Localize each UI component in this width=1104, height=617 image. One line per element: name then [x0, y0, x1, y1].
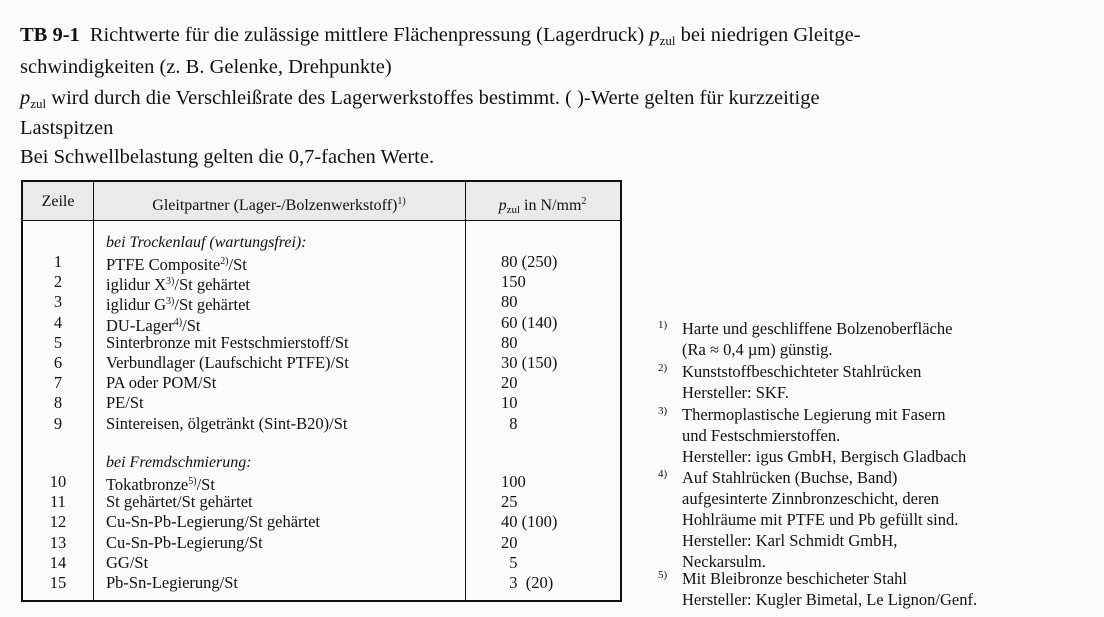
table-caption — [20, 22, 1085, 80]
table-row — [23, 492, 620, 512]
section-fremdschmierung: bei Fremdschmierung: — [106, 454, 252, 471]
row-material — [106, 393, 144, 413]
row-number: 14 — [49, 552, 67, 572]
footnote-mark: 4) — [658, 468, 668, 480]
footnote-line: und Festschmierstoffen. — [682, 426, 841, 445]
footnote — [658, 361, 1098, 403]
material-name: DU-Lager — [106, 315, 174, 335]
footnote-line: Hersteller: igus GmbH, Bergisch Gladbach — [682, 447, 967, 466]
row-number: 13 — [49, 532, 67, 552]
row-pzul-value: 150 — [501, 272, 526, 292]
material-suffix: /St — [228, 255, 247, 274]
footnote-line: Auf Stahlrücken (Buchse, Band) — [682, 468, 898, 487]
footnote-ref: 1) — [397, 196, 406, 207]
header-gleitpartner — [93, 192, 465, 216]
row-number: 4 — [53, 312, 63, 332]
table-row — [23, 393, 620, 413]
header-divider — [23, 220, 620, 221]
row-pzul-value: 20 — [501, 373, 518, 393]
footnote — [658, 318, 1098, 360]
row-material — [106, 512, 320, 532]
table-row — [23, 313, 620, 333]
footnote-line: Neckarsulm. — [682, 552, 766, 571]
material-suffix: /St — [196, 475, 215, 494]
row-pzul-value: 5 — [501, 552, 518, 572]
footnote-ref: 3) — [166, 296, 175, 308]
footnote — [658, 568, 1098, 610]
material-suffix: /St gehärtet — [174, 275, 250, 295]
footnote-line: Harte und geschliffene Bolzenoberfläche — [682, 319, 953, 338]
material-name: PTFE Composite — [106, 255, 221, 274]
row-material — [106, 492, 253, 512]
data-table — [21, 180, 622, 602]
row-number: 11 — [50, 492, 66, 512]
caption-text: Richtwerte für die zulässige mittlere Flächenpressung (Lagerdruck) — [89, 24, 645, 46]
material-name: Verbundlager (Laufschicht PTFE)/St — [106, 353, 349, 372]
header-gleitpartner-text: Gleitpartner (Lager-/Bolzenwerkstoff) — [152, 197, 398, 214]
material-name: iglidur G — [106, 295, 167, 315]
footnote-line: Hersteller: SKF. — [682, 383, 789, 402]
row-number: 15 — [49, 573, 67, 592]
row-pzul-value: 30 (150) — [501, 353, 558, 372]
footnote-mark: 5) — [658, 569, 668, 581]
row-material — [106, 373, 216, 393]
material-name: Tokatbronze — [106, 475, 189, 494]
material-suffix: /St — [182, 315, 201, 335]
footnote-line: Hohlräume mit PTFE und Pb gefüllt sind. — [682, 510, 959, 529]
footnote-line: Mit Bleibronze beschicheter Stahl — [682, 569, 907, 588]
footnote-line: Hersteller: Karl Schmidt GmbH, — [682, 531, 898, 550]
caption-text-end: bei niedrigen Gleitge- — [680, 24, 861, 46]
material-name: Cu-Sn-Pb-Legierung/St gehärtet — [106, 512, 321, 532]
table-row — [23, 373, 620, 393]
header-zeile: Zeile — [41, 193, 75, 210]
row-number: 7 — [53, 373, 63, 393]
material-name: iglidur X — [106, 275, 167, 295]
row-number: 5 — [53, 332, 63, 352]
row-number: 8 — [53, 393, 63, 413]
row-pzul-value: 100 — [501, 472, 526, 491]
row-pzul-value: 3 (20) — [501, 573, 554, 592]
material-name: Cu-Sn-Pb-Legierung/St — [106, 532, 263, 552]
footnote-ref: 2) — [220, 256, 229, 267]
row-pzul-value: 10 — [501, 393, 518, 413]
p-symbol: p — [649, 24, 660, 46]
row-pzul-value: 8 — [501, 413, 518, 433]
row-pzul-value: 40 (100) — [501, 512, 558, 532]
paragraph-wear-rate — [20, 86, 1085, 141]
footnote-ref: 3) — [166, 276, 175, 288]
row-number: 2 — [53, 272, 63, 292]
section-trockenlauf: bei Trockenlauf (wartungsfrei): — [106, 234, 307, 251]
p-subscript: zul — [506, 204, 521, 216]
footnote-mark: 1) — [658, 319, 668, 331]
header-pzul — [465, 192, 620, 220]
table-row — [23, 292, 620, 315]
footnote-line: Thermoplastische Legierung mit Fasern — [682, 405, 946, 424]
footnote-text — [682, 467, 1098, 572]
material-name: PE/St — [106, 393, 144, 413]
row-pzul-value: 80 — [501, 292, 518, 312]
row-material — [106, 533, 263, 553]
row-number: 12 — [49, 512, 67, 532]
material-name: Pb-Sn-Legierung/St — [106, 573, 238, 592]
footnote — [658, 404, 1098, 467]
row-pzul-value: 80 — [501, 332, 518, 352]
row-number: 10 — [49, 472, 67, 491]
row-number: 1 — [53, 252, 63, 271]
table-row — [23, 512, 620, 532]
material-name: GG/St — [106, 552, 149, 572]
caption-line2: schwindigkeiten (z. B. Gelenke, Drehpunkte) — [20, 56, 392, 78]
table-row — [23, 472, 620, 492]
row-number: 6 — [53, 353, 63, 372]
p-subscript: zul — [659, 33, 676, 48]
row-pzul-value: 25 — [501, 492, 518, 512]
table-row — [23, 573, 620, 593]
paragraph-line1: wird durch die Verschleißrate des Lagerwerkstoffes bestimmt. ( )-Werte gelten für kurzzeitige — [51, 87, 820, 109]
footnote-mark: 3) — [658, 405, 668, 417]
table-row — [23, 252, 620, 272]
row-material — [106, 333, 349, 353]
unit-exponent: 2 — [581, 196, 587, 207]
p-subscript: zul — [30, 96, 47, 111]
table-row — [23, 553, 620, 573]
footnote-line: aufgesinterte Zinnbronzeschicht, deren — [682, 489, 940, 508]
material-name: Sinterbronze mit Festschmierstoff/St — [106, 332, 349, 352]
table-row — [23, 353, 620, 373]
table-row — [23, 272, 620, 295]
row-pzul-value: 20 — [501, 532, 518, 552]
footnote-line: Kunststoffbeschichteter Stahlrücken — [682, 362, 922, 381]
row-material — [106, 414, 348, 434]
material-suffix: /St gehärtet — [174, 295, 250, 315]
footnote-text — [682, 318, 1098, 360]
footnote-mark: 2) — [658, 362, 668, 374]
footnote-text — [682, 404, 1098, 467]
row-material — [106, 573, 238, 593]
footnote-line: Hersteller: Kugler Bimetal, Le Lignon/Genf. — [682, 590, 978, 609]
row-material — [106, 353, 349, 373]
row-material — [106, 553, 148, 573]
footnote-text — [682, 361, 1098, 403]
material-name: St gehärtet/St gehärtet — [106, 492, 253, 512]
footnote-text — [682, 568, 1098, 610]
footnote-ref: 4) — [173, 316, 183, 328]
table-row — [23, 414, 620, 434]
footnote — [658, 467, 1098, 572]
header-unit: in N/mm — [524, 197, 582, 214]
row-number: 9 — [53, 413, 63, 433]
row-pzul-value: 80 (250) — [501, 252, 558, 271]
material-name: Sintereisen, ölgetränkt (Sint-B20)/St — [106, 413, 348, 433]
p-symbol: p — [498, 197, 507, 214]
row-number: 3 — [53, 292, 63, 312]
table-code: TB 9-1 — [20, 24, 80, 46]
table-row — [23, 333, 620, 353]
p-symbol: p — [20, 87, 31, 109]
footnote-line: (Ra ≈ 0,4 µm) günstig. — [682, 340, 833, 359]
paragraph-line2: Lastspitzen — [20, 117, 114, 139]
footnote-ref: 5) — [188, 476, 197, 487]
row-pzul-value: 60 (140) — [501, 312, 558, 332]
material-name: PA oder POM/St — [106, 373, 217, 393]
paragraph-schwell: Bei Schwellbelastung gelten die 0,7-fachen Werte. — [20, 146, 435, 168]
table-row — [23, 533, 620, 553]
